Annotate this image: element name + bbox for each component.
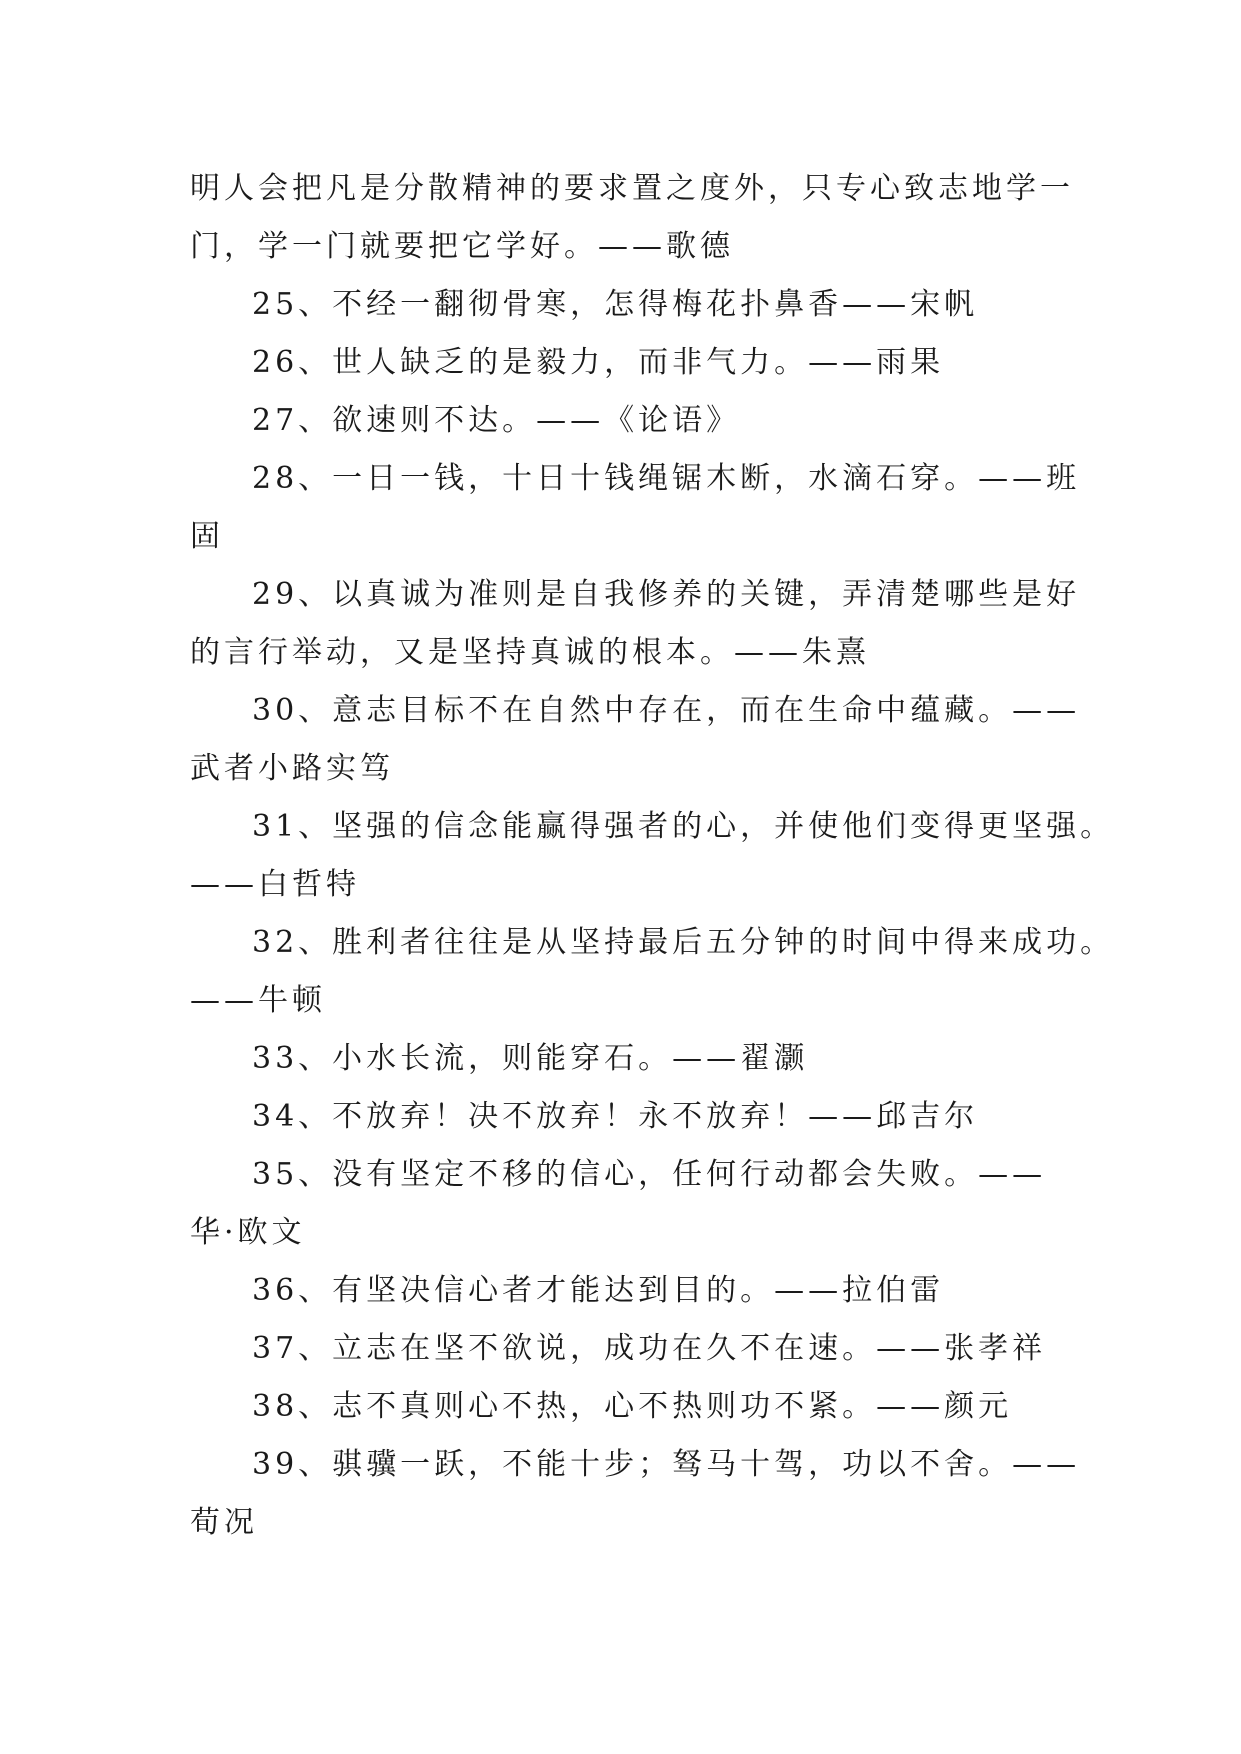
- quote-line: 31、坚强的信念能赢得强者的心，并使他们变得更坚强。: [252, 809, 1115, 844]
- quote-line: 39、骐骥一跃，不能十步；驽马十驾，功以不舍。——: [252, 1447, 1081, 1482]
- quote-text-block: [190, 160, 1115, 1552]
- text-line: 武者小路实笃: [190, 751, 394, 786]
- quote-line: 30、意志目标不在自然中存在，而在生命中蕴藏。——: [252, 693, 1081, 728]
- quote-line: 34、不放弃！决不放弃！永不放弃！——邱吉尔: [252, 1099, 979, 1134]
- quote-line: 35、没有坚定不移的信心，任何行动都会失败。——: [252, 1157, 1047, 1192]
- text-line: ——白哲特: [190, 867, 360, 902]
- quote-line: 38、志不真则心不热，心不热则功不紧。——颜元: [252, 1389, 1013, 1424]
- quote-line: 27、欲速则不达。——《论语》: [252, 403, 741, 438]
- quote-line: 33、小水长流，则能穿石。——翟灏: [252, 1041, 809, 1076]
- quote-line: 29、以真诚为准则是自我修养的关键，弄清楚哪些是好: [252, 577, 1081, 612]
- quote-line: 25、不经一翻彻骨寒，怎得梅花扑鼻香——宋帆: [252, 287, 979, 322]
- quote-line: 32、胜利者往往是从坚持最后五分钟的时间中得来成功。: [252, 925, 1115, 960]
- text-line: 固: [190, 519, 224, 554]
- text-line: 华·欧文: [190, 1215, 306, 1250]
- quote-line: 26、世人缺乏的是毅力，而非气力。——雨果: [252, 345, 945, 380]
- text-line: ——牛顿: [190, 983, 326, 1018]
- text-line: 荀况: [190, 1505, 258, 1540]
- quote-line: 36、有坚决信心者才能达到目的。——拉伯雷: [252, 1273, 945, 1308]
- quote-line: 37、立志在坚不欲说，成功在久不在速。——张孝祥: [252, 1331, 1047, 1366]
- text-line: 门，学一门就要把它学好。——歌德: [190, 229, 734, 264]
- text-line: 的言行举动，又是坚持真诚的根本。——朱熹: [190, 635, 870, 670]
- quote-line: 28、一日一钱，十日十钱绳锯木断，水滴石穿。——班: [252, 461, 1081, 496]
- text-line: 明人会把凡是分散精神的要求置之度外，只专心致志地学一: [190, 171, 1074, 206]
